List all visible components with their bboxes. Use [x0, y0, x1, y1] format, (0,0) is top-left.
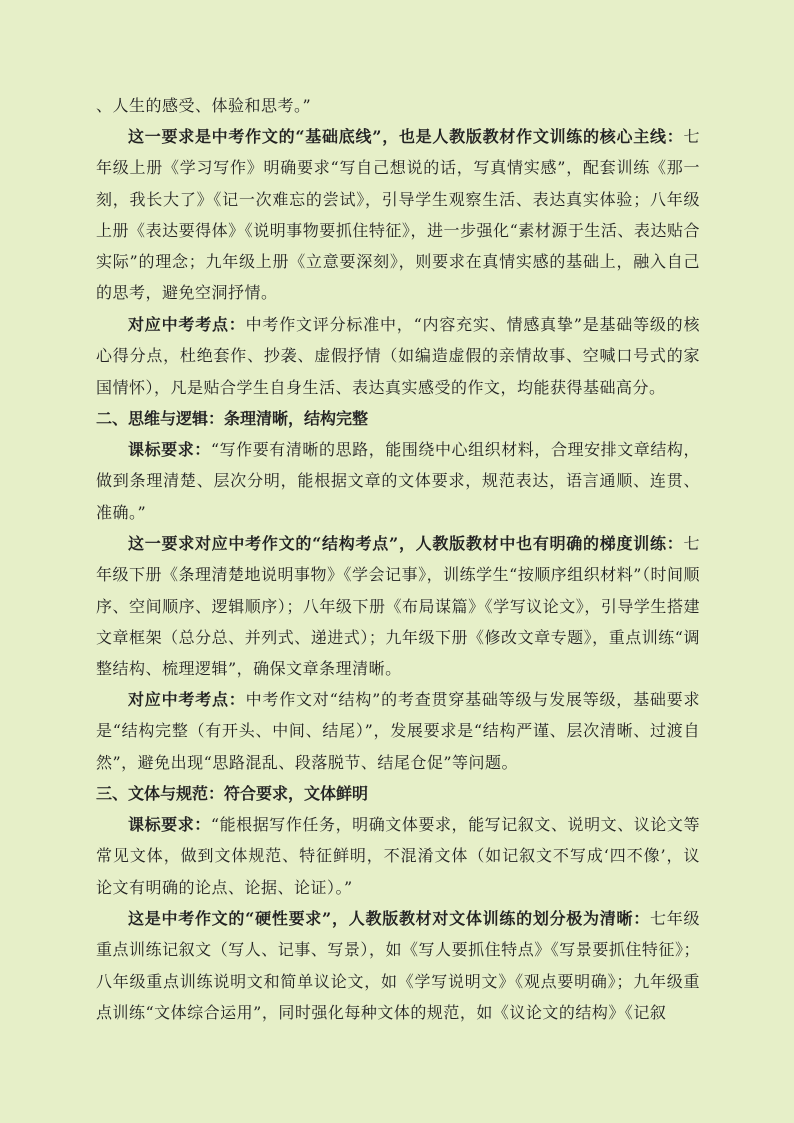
paragraph-text: 、人生的感受、体验和思考。” — [96, 96, 312, 115]
paragraph-curriculum-requirement — [96, 434, 700, 528]
paragraph-lead: 课标要求： — [128, 815, 211, 834]
paragraph-text: “能根据写作任务，明确文体要求，能写记叙文、说明文、议论文等常见文体，做到文体规范、特征鲜明，不混淆文体（如记叙文不写成‘四不像’，议论文有明确的论点、论据、论证）。” — [96, 815, 700, 897]
paragraph-text: 中考作文对“结构”的考查贯穿基础等级与发展等级，基础要求是“结构完整（有开头、中间、结尾）”，发展要求是“结构严谨、层次清晰、过渡自然”，避免出现“思路混乱、段落脱节、结尾仓促”等问题。 — [96, 690, 700, 772]
paragraph-text: “写作要有清晰的思路，能围绕中心组织材料，合理安排文章结构，做到条理清楚、层次分明，能根据文章的文体要求，规范表达，语言通顺、连贯、准确。” — [96, 440, 700, 522]
paragraph-lead: 课标要求： — [128, 440, 211, 459]
paragraph-lead: 对应中考考点： — [128, 690, 246, 709]
paragraph-structure-training — [96, 528, 700, 684]
paragraph-text: 七年级下册《条理清楚地说明事物》《学会记事》，训练学生“按顺序组织材料”（时间顺序、空间顺序、逻辑顺序）；八年级下册《布局谋篇》《学写议论文》，引导学生搭建文章框架（总分总、并列式、递进式）；九年级下册《修改文章专题》，重点训练“调整结构、梳理逻辑”，确保文章条理清晰。 — [96, 534, 700, 679]
paragraph-text: 中考作文评分标准中，“内容充实、情感真挚”是基础等级的核心得分点，杜绝套作、抄袭、虚假抒情（如编造虚假的亲情故事、空喊口号式的家国情怀），凡是贴合学生自身生活、表达真实感受的作文，均能获得基础高分。 — [96, 315, 700, 397]
paragraph-text: 七年级上册《学习写作》明确要求“写自己想说的话，写真情实感”，配套训练《那一刻，我长大了》《记一次难忘的尝试》，引导学生观察生活、表达真实体验；八年级上册《表达要得体》《说明事物要抓住特征》，进一步强化“素材源于生活、表达贴合实际”的理念；九年级上册《立意要深刻》，则要求在真情实感的基础上，融入自己的思考，避免空洞抒情。 — [96, 127, 700, 303]
paragraph-lead: 这一要求对应中考作文的“结构考点”，人教版教材中也有明确的梯度训练： — [128, 534, 684, 553]
paragraph-textbook-training — [96, 121, 700, 309]
paragraph-continuation — [96, 90, 700, 121]
section-heading-3: 三、文体与规范：符合要求，文体鲜明 — [96, 784, 369, 803]
paragraph-curriculum-requirement — [96, 809, 700, 903]
section-heading-2: 二、思维与逻辑：条理清晰，结构完整 — [96, 409, 369, 428]
paragraph-lead: 这一要求是中考作文的“基础底线”，也是人教版教材作文训练的核心主线： — [128, 127, 684, 146]
paragraph-lead: 这是中考作文的“硬性要求”，人教版教材对文体训练的划分极为清晰： — [128, 909, 650, 928]
paragraph-exam-point — [96, 309, 700, 403]
paragraph-text: 七年级重点训练记叙文（写人、记事、写景），如《写人要抓住特点》《写景要抓住特征》；八年级重点训练说明文和简单议论文，如《学写说明文》《观点要明确》；九年级重点训练“文体综合运用”，同时强化每种文体的规范，如《议论文的结构》《记叙 — [96, 909, 700, 1022]
paragraph-genre-training — [96, 903, 700, 1028]
paragraph-exam-point — [96, 684, 700, 778]
paragraph-lead: 对应中考考点： — [128, 315, 246, 334]
